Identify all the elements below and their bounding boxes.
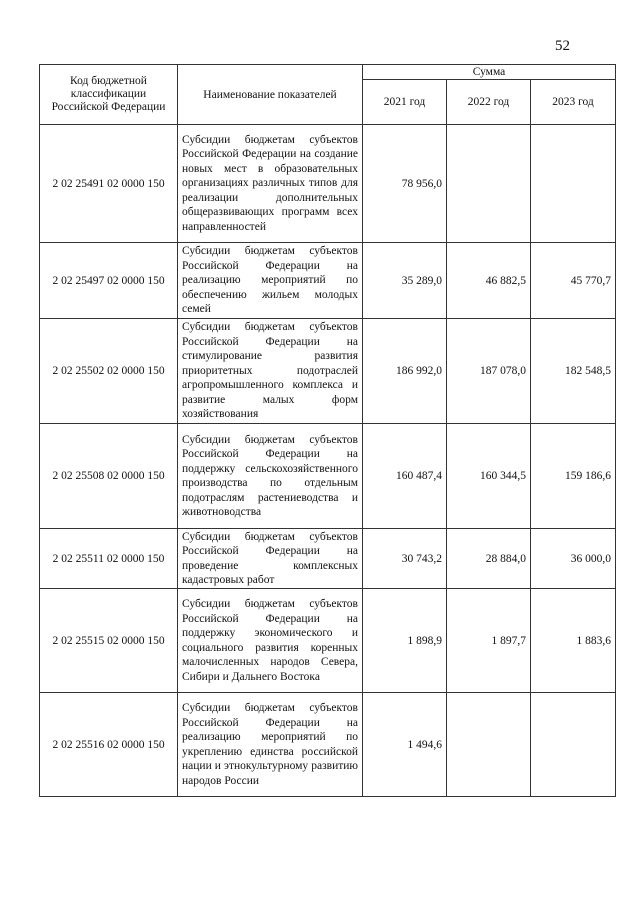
header-year-2021: 2021 год [363,80,447,125]
row-name: Субсидии бюджетам субъектов Российской Федерации на реализацию мероприятий по обеспечению жильем молодых семей [178,243,363,319]
table-row [40,589,616,693]
row-value-2023: 1 883,6 [531,589,616,693]
row-value-2023: 182 548,5 [531,319,616,424]
table-row [40,424,616,529]
row-value-2022 [447,693,531,797]
page-number: 52 [555,38,570,54]
row-name: Субсидии бюджетам субъектов Российской Федерации на проведение комплексных кадастровых работ [178,529,363,589]
header-row [40,65,616,80]
table-row [40,319,616,424]
row-value-2021: 35 289,0 [363,243,447,319]
row-value-2023 [531,693,616,797]
row-value-2021: 78 956,0 [363,125,447,243]
row-value-2021: 30 743,2 [363,529,447,589]
row-value-2021: 160 487,4 [363,424,447,529]
row-code: 2 02 25515 02 0000 150 [40,589,178,693]
row-value-2023: 159 186,6 [531,424,616,529]
row-value-2022: 187 078,0 [447,319,531,424]
row-value-2022: 160 344,5 [447,424,531,529]
row-code: 2 02 25508 02 0000 150 [40,424,178,529]
table-row [40,529,616,589]
header-code: Код бюджетной классификации Российской Федерации [40,65,178,125]
row-name: Субсидии бюджетам субъектов Российской Федерации на стимулирование развития приоритетных подотраслей агропромышленного комплекса и развитие малых форм хозяйствования [178,319,363,424]
row-name: Субсидии бюджетам субъектов Российской Федерации на создание новых мест в образовательных организациях различных типов для реализации дополнительных общеразвивающих программ всех направленностей [178,125,363,243]
table-row [40,693,616,797]
header-sum: Сумма [363,65,616,80]
row-code: 2 02 25491 02 0000 150 [40,125,178,243]
row-code: 2 02 25516 02 0000 150 [40,693,178,797]
row-value-2022: 46 882,5 [447,243,531,319]
row-value-2023: 36 000,0 [531,529,616,589]
row-code: 2 02 25511 02 0000 150 [40,529,178,589]
header-year-2023: 2023 год [531,80,616,125]
row-value-2021: 186 992,0 [363,319,447,424]
row-value-2022: 1 897,7 [447,589,531,693]
row-value-2022: 28 884,0 [447,529,531,589]
header-name: Наименование показателей [178,65,363,125]
row-code: 2 02 25502 02 0000 150 [40,319,178,424]
row-value-2021: 1 494,6 [363,693,447,797]
row-code: 2 02 25497 02 0000 150 [40,243,178,319]
row-name: Субсидии бюджетам субъектов Российской Федерации на поддержку сельскохозяйственного производства по отдельным подотраслям растениеводства и животноводства [178,424,363,529]
table-row [40,243,616,319]
row-name: Субсидии бюджетам субъектов Российской Федерации на реализацию мероприятий по укреплению единства российской нации и этнокультурному развитию народов России [178,693,363,797]
row-value-2022 [447,125,531,243]
row-name: Субсидии бюджетам субъектов Российской Федерации на поддержку экономического и социального развития коренных малочисленных народов Севера, Сибири и Дальнего Востока [178,589,363,693]
row-value-2021: 1 898,9 [363,589,447,693]
row-value-2023: 45 770,7 [531,243,616,319]
budget-table [39,64,616,797]
table-row [40,125,616,243]
header-year-2022: 2022 год [447,80,531,125]
row-value-2023 [531,125,616,243]
